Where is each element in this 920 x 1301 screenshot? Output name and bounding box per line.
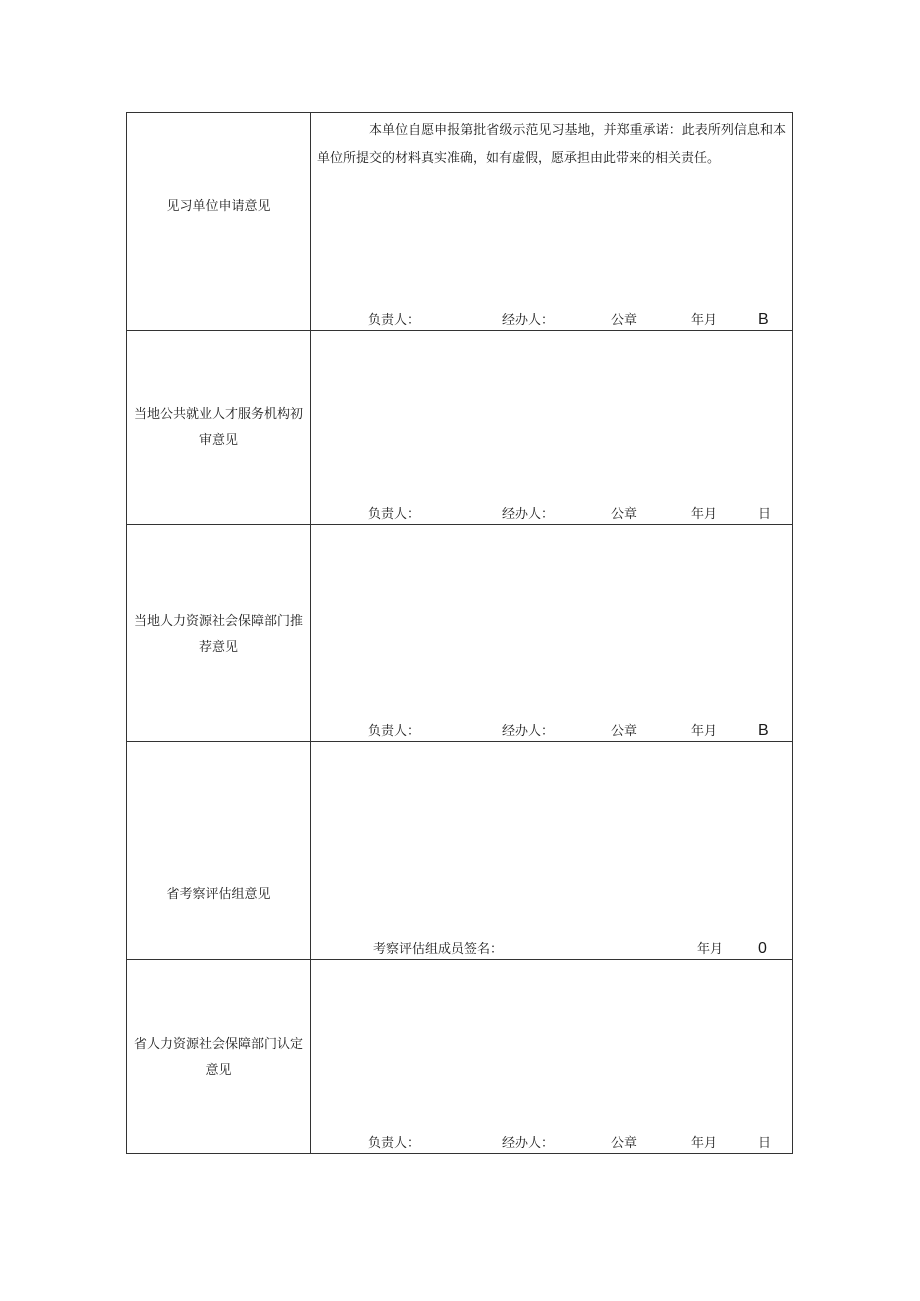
row-label-cell [127, 960, 311, 1154]
responsible-person-label: 负责人： [368, 724, 421, 739]
opinion-cell[interactable] [311, 525, 793, 742]
row-label: 见习单位申请意见 [166, 199, 271, 214]
form-row [127, 525, 793, 742]
form-row [127, 960, 793, 1154]
handler-label: 经办人： [502, 507, 555, 522]
opinion-cell[interactable] [311, 331, 793, 525]
seal-label: 公章 [611, 1136, 638, 1151]
year-month-label: 年月 [691, 724, 718, 739]
day-label: 日 [758, 1136, 772, 1151]
handler-label: 经办人： [502, 1136, 555, 1151]
opinion-cell[interactable] [311, 960, 793, 1154]
form-row [127, 742, 793, 960]
row-label: 当地人力资源社会保障部门推荐意见 [133, 614, 303, 655]
seal-label: 公章 [611, 507, 638, 522]
opinion-cell[interactable] [311, 742, 793, 960]
year-month-label: 年月 [691, 313, 718, 328]
approval-form-table [126, 112, 793, 1154]
opinion-cell[interactable] [311, 113, 793, 331]
responsible-person-label: 负责人： [368, 507, 421, 522]
day-label: B [758, 722, 769, 739]
year-month-label: 年月 [697, 942, 724, 957]
form-row [127, 113, 793, 331]
day-label: 日 [758, 507, 772, 522]
commitment-statement: 本单位自愿申报第批省级示范见习基地，并郑重承诺：此表所列信息和本单位所提交的材料真实准确，如有虚假，愿承担由此带来的相关责任。 [317, 123, 786, 166]
form-row [127, 331, 793, 525]
handler-label: 经办人： [502, 313, 555, 328]
row-label: 省考察评估组意见 [166, 887, 271, 902]
row-label: 当地公共就业人才服务机构初审意见 [133, 407, 303, 448]
responsible-person-label: 负责人： [368, 1136, 421, 1151]
row-label-cell [127, 331, 311, 525]
row-label-cell [127, 525, 311, 742]
evaluation-members-signature-label: 考察评估组成员签名： [373, 942, 504, 957]
seal-label: 公章 [611, 724, 638, 739]
row-label: 省人力资源社会保障部门认定意见 [133, 1037, 303, 1078]
row-label-cell [127, 742, 311, 960]
day-label: B [758, 311, 769, 328]
seal-label: 公章 [611, 313, 638, 328]
day-label: 0 [758, 940, 767, 957]
year-month-label: 年月 [691, 1136, 718, 1151]
handler-label: 经办人： [502, 724, 555, 739]
year-month-label: 年月 [691, 507, 718, 522]
responsible-person-label: 负责人： [368, 313, 421, 328]
row-label-cell [127, 113, 311, 331]
